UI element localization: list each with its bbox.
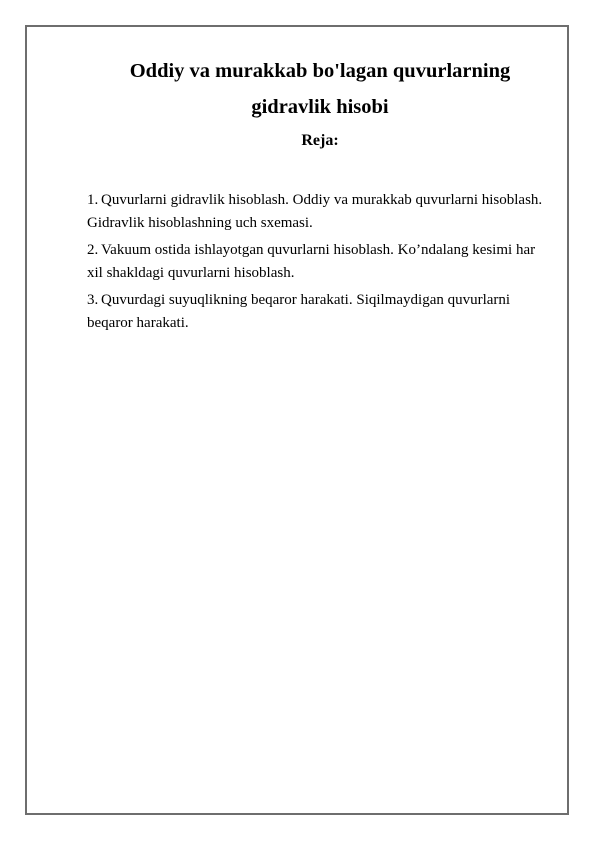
plan-list: [87, 189, 547, 339]
document-title-line-2: gidravlik hisobi: [251, 96, 389, 118]
plan-item-1: [87, 189, 547, 235]
plan-item-text: Quvurlarni gidravlik hisoblash. Oddiy va murakkab quvurlarni hisoblash. Gidravlik hisoblashning uch sxemasi.: [87, 192, 543, 231]
plan-item-number: 2.: [87, 242, 99, 258]
document-title-line-1: Oddiy va murakkab bo'lagan quvurlarning: [129, 60, 511, 82]
plan-item-text: Quvurdagi suyuqlikning beqaror harakati. Siqilmaydigan quvurlarni beqaror harakati.: [87, 292, 511, 331]
plan-heading: Reja:: [301, 132, 339, 149]
plan-item-3: [87, 289, 547, 335]
plan-item-text: Vakuum ostida ishlayotgan quvurlarni hisoblash. Ko’ndalang kesimi har xil shakldagi quvurlarni hisoblash.: [87, 242, 536, 281]
plan-item-2: [87, 239, 547, 285]
plan-item-number: 3.: [87, 292, 99, 308]
plan-item-number: 1.: [87, 192, 99, 208]
